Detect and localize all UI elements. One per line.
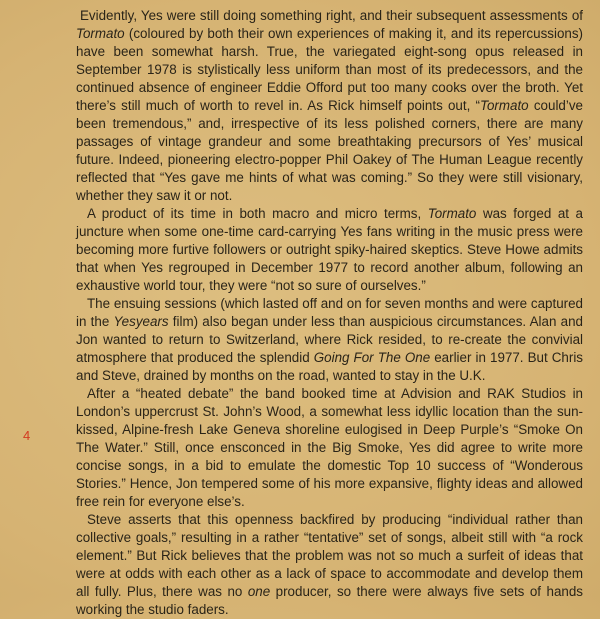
text-run: Steve asserts that this openness backfired by producing “individual rather than collective goals,” resulting in a rather “tentative” set of songs, albeit still with “a rock element.” But Rick believes that the problem was not so much a surfeit of ideas that were at odds with each other as a lack of space to accommodate and develop them all fully. Plus, there was no	[76, 512, 583, 599]
text-run: (coloured by both their own experiences of making it, and its repercussions) have been somewhat harsh. True, the variegated eight-song opus released in September 1978 is stylistically less uniform than most of its predecessors, and the continued absence of engineer Eddie Offord put too many cooks over the broth. Yet there’s still much of worth to revel in. As Rick himself points out, “	[76, 26, 583, 113]
text-run: was forged at a juncture when some one-time card-carrying Yes fans writing in the music press were becoming more furtive followers or outright spiky-haired skeptics. Steve Howe admits that when Yes regrouped in December 1977 to record another album, following an exhaustive world tour, they were “not so sure of ourselves.”	[76, 206, 583, 293]
paragraph	[76, 511, 583, 619]
body-text	[76, 7, 583, 619]
paragraph	[76, 385, 583, 511]
film-title: Yesyears	[113, 314, 169, 329]
album-title: Tormato	[76, 26, 125, 41]
page-number: 4	[23, 428, 31, 443]
text-run: The ensuing sessions (which lasted off and on for seven months and were captured in the	[76, 296, 583, 329]
text-run: After a “heated debate” the band booked time at Advision and RAK Studios in London’s uppercrust St. John’s Wood, a somewhat less idyllic location than the sun-kissed, Alpine-fresh Lake Geneva shoreline eulogised in Deep Purple’s “Smoke On The Water.” Still, once ensconced in the Big Smoke, Yes did agree to write more concise songs, in a bid to emulate the domestic Top 10 success of “Wonderous Stories.” Hence, Jon tempered some of his more expansive, flighty ideas and allowed free rein for everyone else’s.	[76, 386, 583, 509]
text-run: film) also began under less than auspicious circumstances. Alan and Jon wanted to return to Switzerland, where Rick resided, to re-create the convivial atmosphere that produced the splendid	[76, 314, 583, 365]
text-run: A product of its time in both macro and micro terms,	[87, 206, 428, 221]
text-run: could’ve been tremendous,” and, irrespective of its less polished corners, there are many passages of vintage grandeur and some breathtaking precursors of Yes’ musical future. Indeed, pioneering electro-popper Phil Oakey of The Human League recently reflected that “Yes gave me hints of what was coming.” So they were still visionary, whether they saw it or not.	[76, 98, 583, 203]
text-run: producer, so there were always five sets of hands working the studio faders.	[76, 584, 583, 617]
paragraph	[76, 295, 583, 385]
text-run: Evidently, Yes were still doing something right, and their subsequent assessments of	[80, 8, 583, 23]
album-title: Tormato	[480, 98, 529, 113]
album-title: Going For The One	[313, 350, 431, 365]
text-run: earlier in 1977. But Chris and Steve, drained by months on the road, wanted to stay in the U.K.	[76, 350, 583, 383]
album-title: Tormato	[427, 206, 477, 221]
emphasis: one	[247, 584, 271, 599]
paragraph	[76, 205, 583, 295]
paragraph	[76, 7, 583, 205]
